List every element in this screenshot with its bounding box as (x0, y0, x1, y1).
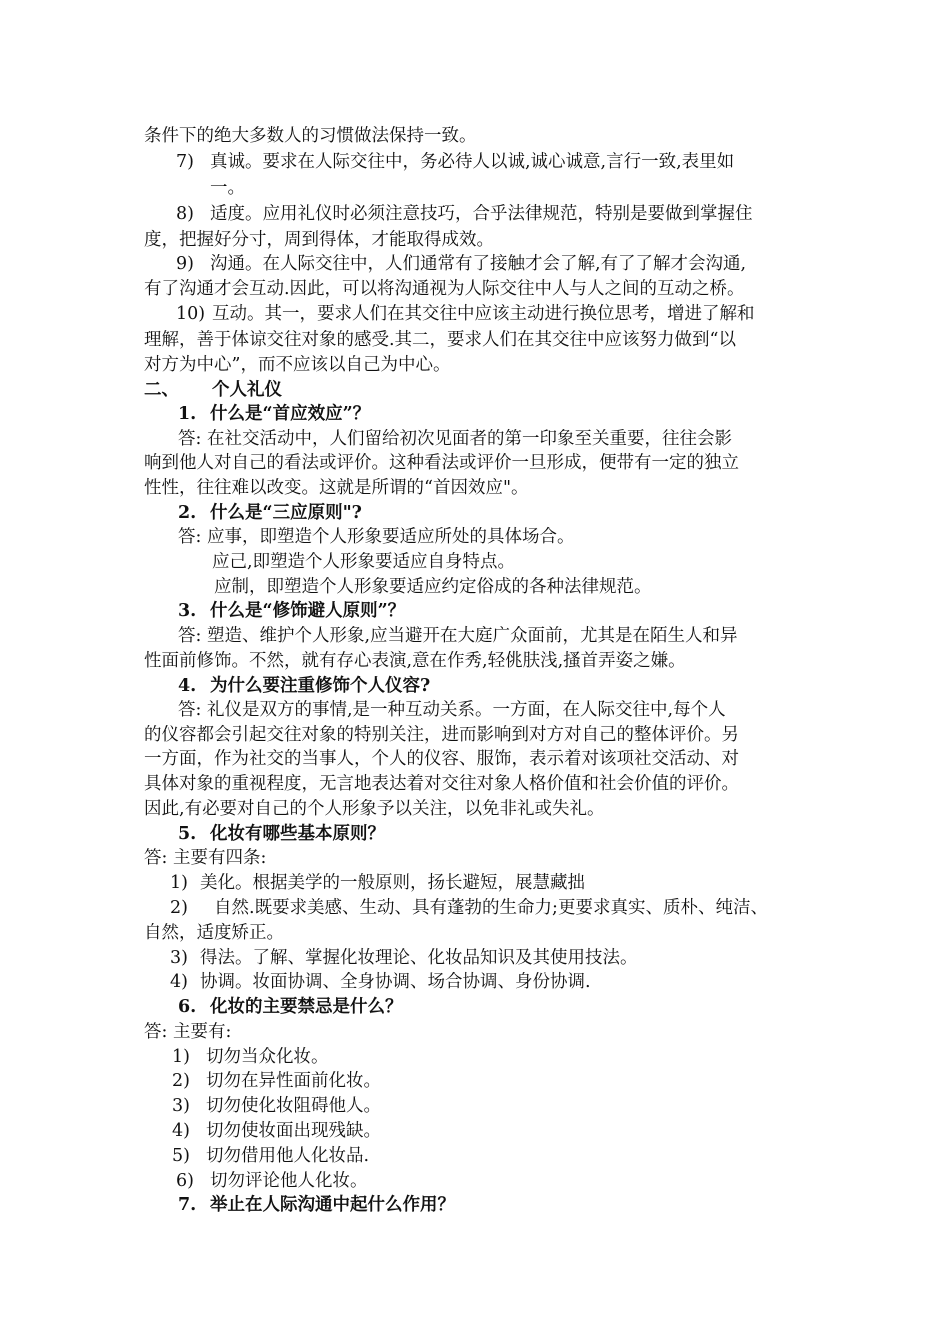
principle-9-line-2: 有了沟通才会互动.因此，可以将沟通视为人际交往中人与人之间的互动之桥。 (144, 279, 745, 299)
principle-8-line-1 (176, 202, 753, 226)
question-5-number: 5. (178, 824, 197, 844)
section-number: 二、 (144, 380, 179, 400)
question-6-number: 6. (178, 997, 197, 1017)
question-7-heading (178, 1193, 455, 1217)
question-4-answer-line-1: 答: 礼仪是双方的事情,是一种互动关系。一方面，在人际交往中,每个人 (178, 700, 726, 720)
question-4-answer-line-4: 具体对象的重视程度，无言地表达着对交往对象人格价值和社会价值的评价。 (144, 774, 739, 794)
question-1-answer-line-3: 性性，往往难以改变。这就是所谓的“首因效应"。 (144, 478, 529, 498)
principle-10-line-2: 理解，善于体谅交往对象的感受.其二，要求人们在其交往中应该努力做到“以 (144, 330, 737, 350)
question-6-item-2-number: 2) (172, 1071, 190, 1091)
question-6-item-1-number: 1) (172, 1047, 190, 1067)
question-5-heading (178, 822, 385, 846)
question-5-item-2-line-2: 自然，适度矫正。 (144, 923, 284, 943)
question-3-number: 3. (178, 601, 197, 621)
principle-10-text: 互动。其一，要求人们在其交往中应该主动进行换位思考，增进了解和 (212, 304, 755, 324)
question-4-title: 为什么要注重修饰个人仪容? (210, 676, 431, 696)
principle-8-number: 8) (176, 204, 194, 224)
question-6-item-4-number: 4) (172, 1121, 190, 1141)
question-5-item-3-text: 得法。了解、掌握化妆理论、化妆品知识及其使用技法。 (200, 948, 638, 968)
question-3-heading (178, 599, 405, 623)
question-2-number: 2. (178, 503, 197, 523)
question-6-item-6-text: 切勿评论他人化妆。 (210, 1171, 368, 1191)
principle-7-text: 真诚。要求在人际交往中，务必待人以诚,诚心诚意,言行一致,表里如 (210, 152, 735, 172)
principle-7-line-1 (176, 150, 734, 174)
principle-7-line-2: 一。 (210, 178, 245, 198)
principle-9-line-1 (176, 252, 746, 276)
question-2-heading (178, 501, 362, 525)
question-5-item-2-number: 2) (170, 898, 188, 918)
question-4-answer-line-2: 的仪容都会引起交往对象的特别关注，进而影响到对方对自己的整体评价。另 (144, 725, 739, 745)
question-4-number: 4. (178, 676, 197, 696)
question-6-item-6 (176, 1169, 368, 1193)
question-6-item-5-number: 5) (172, 1146, 190, 1166)
question-5-item-1-text: 美化。根据美学的一般原则，扬长避短，展慧藏拙 (200, 873, 585, 893)
principle-8-line-2: 度，把握好分寸，周到得体，才能取得成效。 (144, 230, 494, 250)
question-4-answer-line-5: 因此,有必要对自己的个人形象予以关注，以免非礼或失礼。 (144, 799, 605, 819)
question-6-item-2-text: 切勿在异性面前化妆。 (206, 1071, 381, 1091)
question-1-heading (178, 402, 370, 426)
question-7-title: 举止在人际沟通中起什么作用？ (210, 1195, 455, 1215)
question-5-item-3 (170, 946, 638, 970)
principle-10-line-3: 对方为中心”，而不应该以自己为中心。 (144, 355, 451, 375)
question-6-item-3-number: 3) (172, 1096, 190, 1116)
question-3-answer-line-1: 答: 塑造、维护个人形象,应当避开在大庭广众面前，尤其是在陌生人和异 (178, 626, 738, 646)
question-5-item-4-text: 协调。妆面协调、全身协调、场合协调、身份协调. (200, 972, 591, 992)
question-6-item-5-text: 切勿借用他人化妆品. (206, 1146, 370, 1166)
question-6-item-2 (172, 1069, 381, 1093)
principle-9-number: 9) (176, 254, 194, 274)
question-6-title: 化妆的主要禁忌是什么？ (210, 997, 403, 1017)
question-2-answer-line-2: 应己,即塑造个人形象要适应自身特点。 (212, 552, 516, 572)
question-6-item-5 (172, 1144, 369, 1168)
question-6-item-3-text: 切勿使化妆阻碍他人。 (206, 1096, 381, 1116)
question-1-number: 1. (178, 404, 197, 424)
question-6-item-4-text: 切勿使妆面出现残缺。 (206, 1121, 381, 1141)
question-6-item-6-number: 6) (176, 1171, 194, 1191)
question-6-item-4 (172, 1119, 381, 1143)
question-5-item-4-number: 4) (170, 972, 188, 992)
section-heading (144, 378, 282, 402)
question-3-answer-line-2: 性面前修饰。不然，就有存心表演,意在作秀,轻佻肤浅,搔首弄姿之嫌。 (144, 651, 686, 671)
question-1-answer-line-2: 响到他人对自己的看法或评价。这种看法或评价一旦形成，便带有一定的独立 (144, 453, 739, 473)
question-3-title: 什么是“修饰避人原则”？ (210, 601, 406, 621)
question-1-answer-line-1: 答: 在社交活动中，人们留给初次见面者的第一印象至关重要，往往会影 (178, 429, 732, 449)
principle-9-text: 沟通。在人际交往中，人们通常有了接触才会了解,有了了解才会沟通, (210, 254, 747, 274)
question-5-item-3-number: 3) (170, 948, 188, 968)
question-2-title: 什么是“三应原则"? (210, 503, 362, 523)
question-5-item-2-text: 自然.既要求美感、生动、具有蓬勃的生命力;更要求真实、质朴、纯洁、 (214, 898, 768, 918)
question-2-answer-line-3: 应制，即塑造个人形象要适应约定俗成的各种法律规范。 (214, 577, 652, 597)
section-title: 个人礼仪 (212, 380, 282, 400)
intro-tail-line: 条件下的绝大多数人的习惯做法保持一致。 (144, 126, 477, 146)
question-6-item-3 (172, 1094, 381, 1118)
question-5-item-4 (170, 970, 591, 994)
question-2-answer-line-1: 答: 应事，即塑造个人形象要适应所处的具体场合。 (178, 527, 575, 547)
principle-10-number: 10) (176, 304, 206, 324)
question-6-intro: 答: 主要有: (144, 1022, 232, 1042)
principle-10-line-1 (176, 302, 755, 326)
question-5-item-1 (170, 871, 585, 895)
question-5-title: 化妆有哪些基本原则？ (210, 824, 385, 844)
question-5-item-1-number: 1) (170, 873, 188, 893)
principle-7-number: 7) (176, 152, 194, 172)
question-5-item-2 (170, 896, 768, 920)
question-6-item-1 (172, 1045, 329, 1069)
question-6-item-1-text: 切勿当众化妆。 (206, 1047, 329, 1067)
question-7-number: 7. (178, 1195, 197, 1215)
question-5-intro: 答: 主要有四条: (144, 848, 267, 868)
question-4-heading (178, 674, 430, 698)
question-4-answer-line-3: 一方面，作为社交的当事人，个人的仪容、服饰，表示着对该项社交活动、对 (144, 749, 739, 769)
principle-8-text: 适度。应用礼仪时必须注意技巧，合乎法律规范，特别是要做到掌握住 (210, 204, 753, 224)
question-6-heading (178, 995, 403, 1019)
question-1-title: 什么是“首应效应”？ (210, 404, 371, 424)
